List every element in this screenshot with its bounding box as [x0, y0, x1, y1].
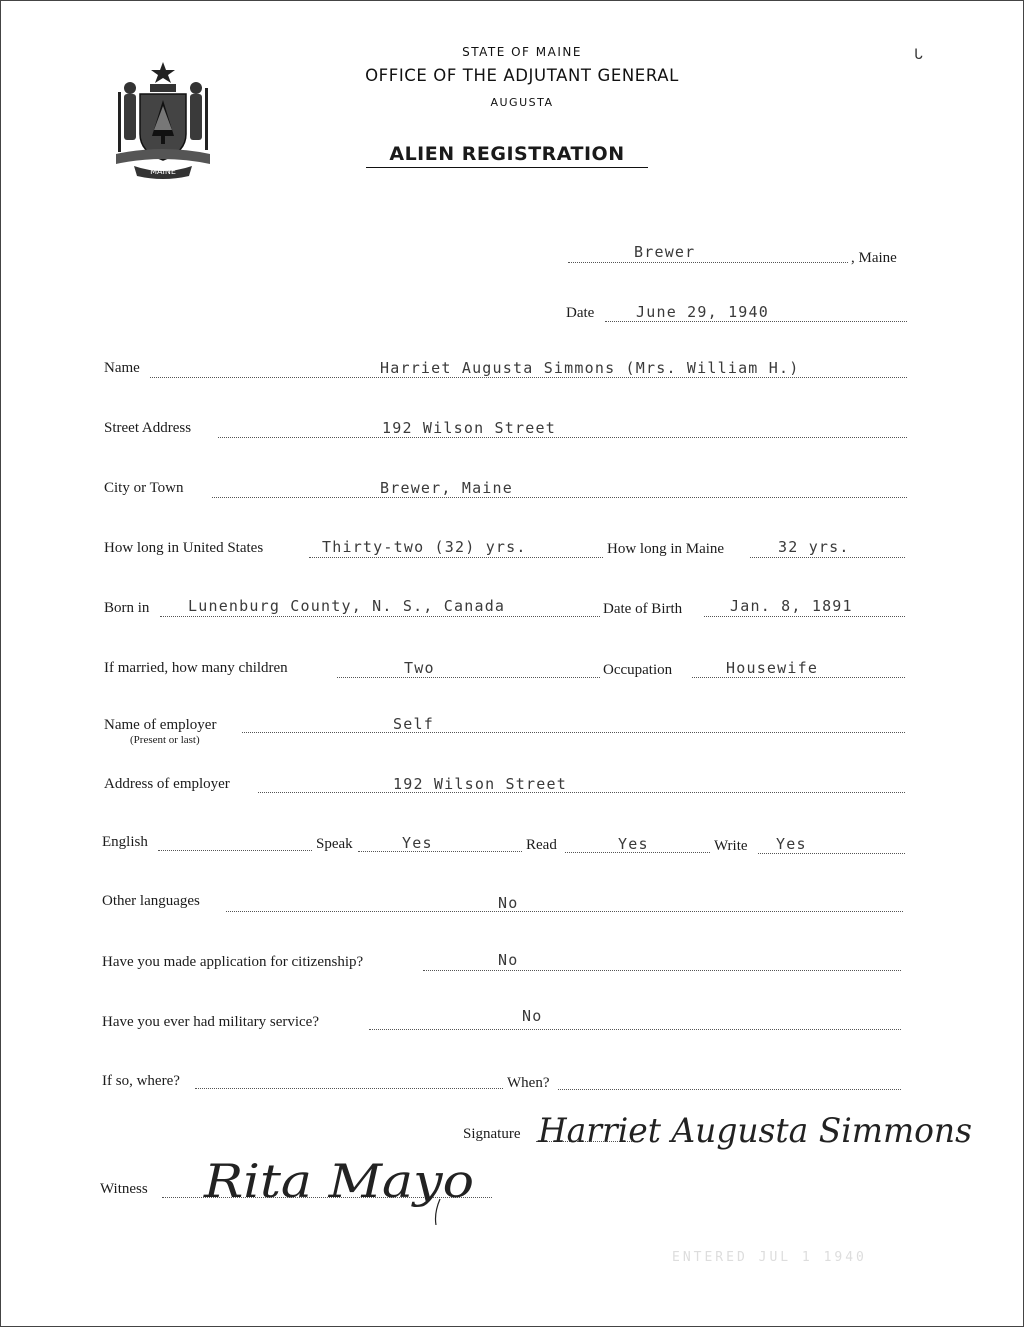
city-heading: AUGUSTA — [490, 96, 554, 109]
speak-label: Speak — [316, 836, 353, 852]
state-heading: STATE OF MAINE — [462, 45, 582, 59]
citizenship-value: No — [498, 951, 519, 969]
other-languages-label: Other languages — [102, 893, 200, 909]
employer-label: Name of employer — [104, 717, 217, 733]
date-dots — [605, 321, 907, 322]
other-languages-dots — [226, 911, 903, 912]
name-label: Name — [104, 360, 140, 376]
speak-dots — [358, 851, 522, 852]
where-label: If so, where? — [102, 1073, 180, 1089]
born-in-label: Born in — [104, 600, 150, 616]
military-dots — [369, 1029, 901, 1030]
write-value: Yes — [776, 835, 807, 853]
form-title: ALIEN REGISTRATION — [366, 143, 648, 168]
english-label: English — [102, 834, 148, 850]
employer-value: Self — [393, 715, 434, 733]
street-value: 192 Wilson Street — [382, 419, 556, 437]
maine-duration-label: How long in Maine — [607, 541, 725, 557]
when-dots — [558, 1089, 901, 1090]
date-value: June 29, 1940 — [636, 303, 769, 321]
us-duration-value: Thirty-two (32) yrs. — [322, 538, 527, 556]
other-languages-value: No — [498, 894, 519, 912]
occupation-value: Housewife — [726, 659, 819, 677]
when-label: When? — [507, 1075, 550, 1091]
english-dots — [158, 850, 312, 851]
military-label: Have you ever had military service? — [102, 1014, 319, 1030]
children-value: Two — [404, 659, 435, 677]
occupation-label: Occupation — [603, 662, 673, 678]
name-value: Harriet Augusta Simmons (Mrs. William H.) — [380, 359, 800, 377]
employer-dots — [242, 732, 905, 733]
place-dots — [568, 262, 848, 263]
write-dots — [758, 853, 905, 854]
born-in-value: Lunenburg County, N. S., Canada — [188, 597, 506, 615]
faded-stamp: ENTERED JUL 1 1940 — [672, 1250, 867, 1265]
signature-label: Signature — [463, 1126, 521, 1142]
city-value: Brewer, Maine — [380, 479, 513, 497]
city-label: City or Town — [104, 480, 184, 496]
us-duration-dots — [309, 557, 603, 558]
read-value: Yes — [618, 835, 649, 853]
dob-dots — [704, 616, 905, 617]
maine-duration-dots — [750, 557, 905, 558]
street-dots — [218, 437, 907, 438]
born-in-dots — [160, 616, 600, 617]
speak-value: Yes — [402, 834, 433, 852]
svg-text:Rita Mayo: Rita Mayo — [202, 1154, 474, 1208]
name-dots — [150, 377, 907, 378]
witness-label: Witness — [100, 1181, 148, 1197]
maine-duration-value: 32 yrs. — [778, 538, 850, 556]
military-value: No — [522, 1007, 543, 1025]
occupation-dots — [692, 677, 905, 678]
street-label: Street Address — [104, 420, 192, 436]
us-duration-label: How long in United States — [104, 540, 264, 556]
date-label: Date — [566, 305, 595, 321]
employer-address-label: Address of employer — [104, 776, 230, 792]
employer-address-dots — [258, 792, 905, 793]
city-dots — [212, 497, 907, 498]
dob-label: Date of Birth — [603, 601, 683, 617]
citizenship-label: Have you made application for citizenship? — [102, 954, 364, 970]
place-value: Brewer — [634, 243, 696, 261]
signature-handwriting — [536, 1104, 976, 1154]
corner-checkmark: ᒐ — [914, 47, 923, 63]
svg-text:MAINE: MAINE — [150, 167, 176, 176]
employer-sublabel: (Present or last) — [130, 734, 200, 746]
children-label: If married, how many children — [104, 660, 288, 676]
employer-address-value: 192 Wilson Street — [393, 775, 567, 793]
read-label: Read — [526, 837, 557, 853]
svg-text:Harriet Augusta Simmons: Harriet Augusta Simmons — [537, 1111, 972, 1151]
place-suffix: , Maine — [851, 250, 897, 266]
witness-handwriting — [200, 1145, 490, 1225]
dob-value: Jan. 8, 1891 — [730, 597, 853, 615]
children-dots — [337, 677, 600, 678]
citizenship-dots — [423, 970, 901, 971]
where-dots — [195, 1088, 503, 1089]
write-label: Write — [714, 838, 748, 854]
office-heading: OFFICE OF THE ADJUTANT GENERAL — [365, 66, 679, 85]
